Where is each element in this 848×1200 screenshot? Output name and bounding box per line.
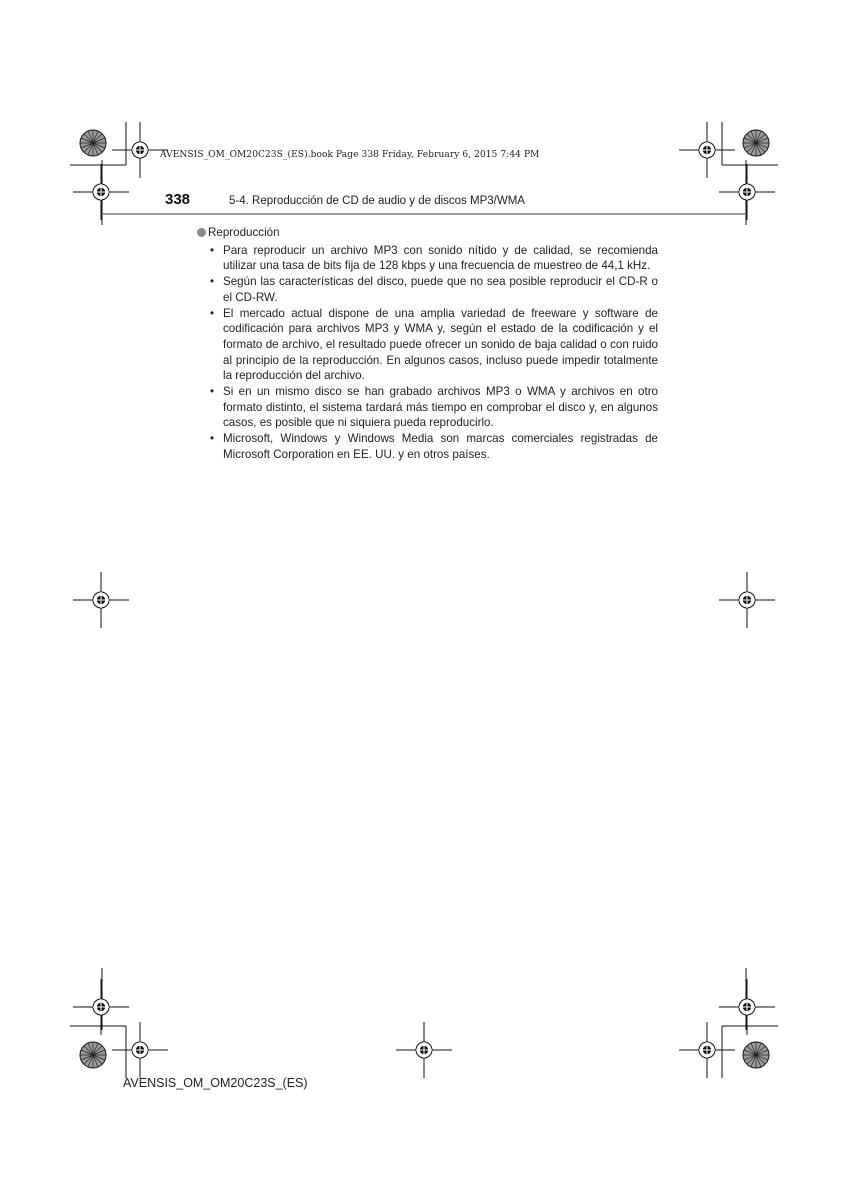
corner-burst-icon: [743, 1042, 769, 1068]
registration-mark-icon: [719, 572, 775, 628]
list-item-text: Si en un mismo disco se han grabado archivos MP3 o WMA y archivos en otro formato distinto, el sistema tardará más tiempo en comprobar el disco y, en algunos casos, es posible que ni siquiera pueda reproducirlo.: [223, 385, 658, 430]
registration-mark-icon: [679, 1022, 735, 1078]
bullet-mark: •: [210, 385, 215, 399]
subheading: [197, 225, 658, 241]
registration-mark-icon: [112, 1022, 168, 1078]
page-number: 338: [165, 191, 191, 208]
subheading-text: Reproducción: [208, 226, 280, 239]
registration-mark-icon: [679, 122, 735, 178]
list-item-text: Según las características del disco, puede que no sea posible reproducir el CD-R o el CD-RW.: [223, 275, 658, 304]
registration-mark-icon: [73, 164, 129, 220]
list-item: [210, 243, 658, 274]
corner-burst-icon: [80, 1042, 106, 1068]
registration-mark-icon: [719, 979, 775, 1035]
registration-mark-icon: [73, 979, 129, 1035]
registration-mark-icon: [396, 1022, 452, 1078]
corner-burst-icon: [743, 130, 769, 156]
bullet-mark: •: [210, 306, 215, 320]
main-content: [197, 225, 658, 463]
print-info: AVENSIS_OM_OM20C23S_(ES).book Page 338 Friday, February 6, 2015 7:44 PM: [160, 150, 540, 160]
list-item: [210, 384, 658, 431]
list-item: [210, 274, 658, 305]
section-title: 5-4. Reproducción de CD de audio y de discos MP3/WMA: [229, 195, 525, 207]
list-item-text: Microsoft, Windows y Windows Media son marcas comerciales registradas de Microsoft Corporation en EE. UU. y en otros países.: [223, 432, 658, 461]
list-item: [210, 306, 658, 385]
bullet-mark: •: [210, 275, 215, 289]
bullet-mark: •: [210, 243, 215, 257]
footer-code: AVENSIS_OM_OM20C23S_(ES): [123, 1076, 308, 1090]
bullet-circle-icon: [197, 228, 206, 237]
bullet-mark: •: [210, 432, 215, 446]
registration-mark-icon: [73, 572, 129, 628]
registration-mark-icon: [719, 164, 775, 220]
list-item: [210, 431, 658, 462]
list-item-text: El mercado actual dispone de una amplia variedad de freeware y software de codificación para archivos MP3 y WMA y, según el estado de la codificación y el formato de archivo, el resultado puede ofrecer un sonido de baja calidad o con ruido al principio de la reproducción. En algunos casos, incluso puede impedir totalmente la reproducción del archivo.: [223, 306, 658, 383]
bullet-list: [197, 243, 658, 463]
list-item-text: Para reproducir un archivo MP3 con sonido nítido y de calidad, se recomienda utilizar una tasa de bits fija de 128 kbps y una frecuencia de muestreo de 44,1 kHz.: [223, 243, 658, 273]
corner-burst-icon: [80, 130, 106, 156]
